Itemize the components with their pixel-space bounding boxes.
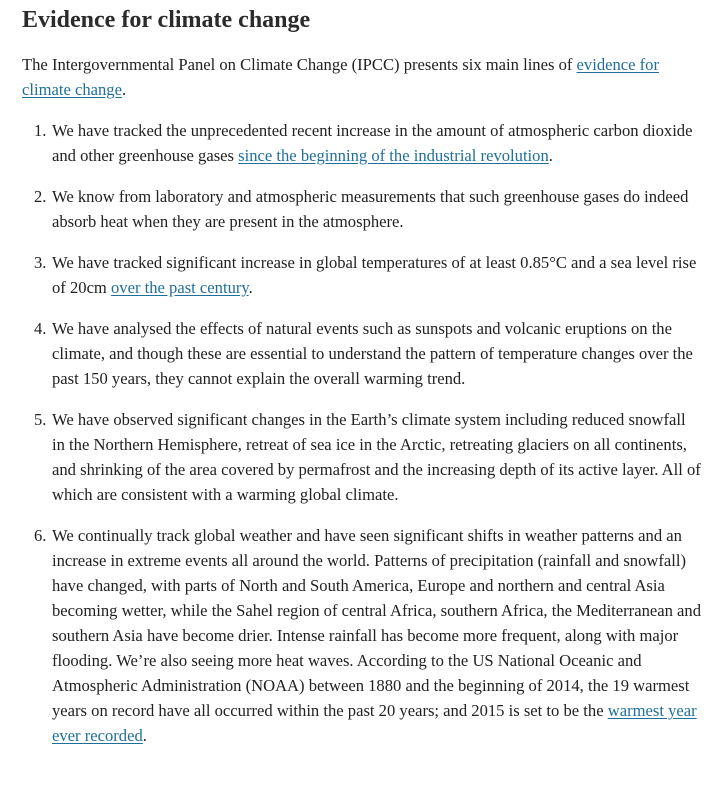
item-number: 4.: [34, 319, 47, 338]
item-text-after: .: [142, 726, 147, 745]
item-number: 1.: [34, 121, 47, 140]
list-item: [22, 184, 702, 234]
item-text: We have tracked the unprecedented recent increase in the amount of atmospheric carbon dioxide and other greenhouse gases: [52, 121, 693, 165]
intro-after: .: [121, 80, 127, 99]
evidence-list: [22, 118, 712, 748]
warmest-year-link[interactable]: warmest year ever recorded: [52, 701, 697, 745]
past-century-link[interactable]: over the past century: [111, 278, 249, 297]
item-text-after: .: [248, 278, 253, 297]
item-text: We have observed significant changes in the Earth’s climate system including reduced snowfall in the Northern Hemisphere, retreat of sea ice in the Arctic, retreating glaciers on all continents, and shrinking of the area covered by permafrost and the increasing depth of its active layer. All of which are consistent with a warming global climate.: [52, 410, 701, 504]
intro-paragraph: [22, 52, 706, 102]
item-text-after: .: [548, 146, 553, 165]
item-number: 5.: [34, 410, 47, 429]
item-text: We have tracked significant increase in global temperatures of at least 0.85°C and a sea level rise of 20cm: [52, 253, 697, 297]
item-number: 3.: [34, 253, 47, 272]
list-item: [22, 118, 702, 168]
item-number: 2.: [34, 187, 47, 206]
list-item: [22, 316, 702, 391]
intro-text: The Intergovernmental Panel on Climate Change (IPCC) presents six main lines of: [22, 55, 577, 74]
item-text: We continually track global weather and have seen significant shifts in weather patterns and an increase in extreme events all around the world. Patterns of precipitation (rainfall and snowfall) have changed, with parts of North and South America, Europe and northern and central Asia becoming wetter, while the Sahel region of central Africa, southern Africa, the Mediterranean and southern Asia have become drier. Intense rainfall has become more frequent, along with major flooding. We’re also seeing more heat waves. According to the US National Oceanic and Atmospheric Administration (NOAA) between 1880 and the beginning of 2014, the 19 warmest years on record have all occurred within the past 20 years; and 2015 is set to be the: [52, 526, 702, 720]
page-title: Evidence for climate change: [22, 7, 311, 33]
list-item: [22, 407, 702, 507]
item-text: We have analysed the effects of natural events such as sunspots and volcanic eruptions on the climate, and though these are essential to understand the pattern of temperature changes over the past 150 years, they cannot explain the overall warming trend.: [52, 319, 693, 388]
item-text: We know from laboratory and atmospheric measurements that such greenhouse gases do indeed absorb heat when they are present in the atmosphere.: [52, 187, 689, 231]
industrial-revolution-link[interactable]: since the beginning of the industrial revolution: [238, 146, 549, 165]
evidence-link[interactable]: evidence for climate change: [22, 55, 660, 99]
list-item: [22, 523, 702, 748]
item-number: 6.: [34, 526, 47, 545]
list-item: [22, 250, 702, 300]
